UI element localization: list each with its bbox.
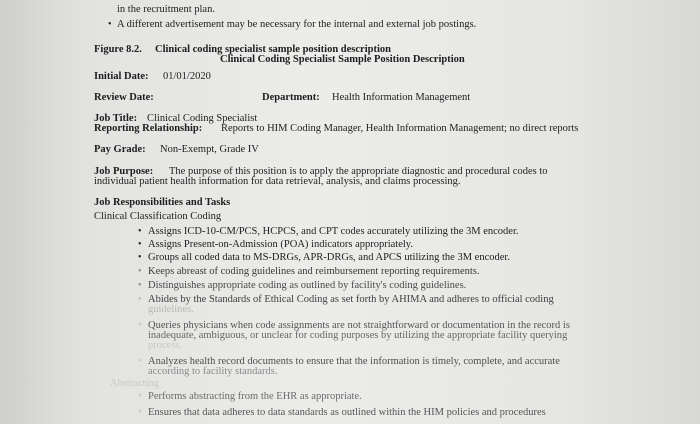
bullet-icon: •: [138, 407, 142, 418]
job-purpose-line1: The purpose of this position is to apply the appropriate diagnostic and procedural codes to: [169, 166, 548, 177]
bullet-icon: •: [138, 252, 142, 263]
bullet-icon: •: [138, 226, 142, 237]
responsibilities-heading: Job Responsibilities and Tasks: [94, 197, 231, 208]
bullet-icon: •: [108, 19, 112, 30]
list-item: Ensures that data adheres to data standards as outlined within the HIM policies and procedures: [148, 407, 546, 418]
list-item: Assigns Present-on-Admission (POA) indicators appropriately.: [148, 239, 413, 250]
job-title-label: Job Title:: [94, 113, 138, 124]
bullet-icon: •: [138, 320, 142, 331]
reporting-value: Reports to HIM Coding Manager, Health Information Management; no direct reports: [221, 123, 579, 134]
responsibilities-subheading: Clinical Classification Coding: [94, 211, 222, 222]
list-item-continued: process.: [148, 340, 183, 351]
intro-bullet-text: A different advertisement may be necessary for the internal and external job postings.: [117, 19, 477, 30]
bullet-icon: •: [138, 391, 142, 402]
initial-date-label: Initial Date:: [94, 71, 149, 82]
bullet-icon: •: [138, 294, 142, 305]
list-item: Groups all coded data to MS-DRGs, APR-DRGs, and APCS utilizing the 3M encoder.: [148, 252, 510, 263]
abstracting-subheading: Abstracting: [110, 378, 159, 389]
list-item: Analyzes health record documents to ensure that the information is timely, complete, and accurate: [148, 356, 560, 367]
list-item: Keeps abreast of coding guidelines and reimbursement reporting requirements.: [148, 266, 480, 277]
pay-grade-value: Non-Exempt, Grade IV: [160, 144, 259, 155]
list-item-continued: according to facility standards.: [148, 366, 278, 377]
list-item: Queries physicians when code assignments are not straightforward or documentation in the record is: [148, 320, 570, 331]
intro-line: in the recruitment plan.: [117, 4, 215, 15]
initial-date-value: 01/01/2020: [163, 71, 211, 82]
bullet-icon: •: [138, 266, 142, 277]
job-purpose-label: Job Purpose:: [94, 166, 154, 177]
figure-label: Figure 8.2.: [94, 44, 142, 55]
reporting-label: Reporting Relationship:: [94, 123, 203, 134]
list-item: Performs abstracting from the EHR as appropriate.: [148, 391, 362, 402]
list-item: Distinguishes appropriate coding as outlined by facility's coding guidelines.: [148, 280, 467, 291]
bullet-icon: •: [138, 356, 142, 367]
bullet-icon: •: [138, 239, 142, 250]
figure-caption: Clinical coding specialist sample position description: [155, 44, 391, 55]
job-title-value: Clinical Coding Specialist: [147, 113, 258, 124]
list-item: Assigns ICD-10-CM/PCS, HCPCS, and CPT codes accurately utilizing the 3M encoder.: [148, 226, 519, 237]
department-label: Department:: [262, 92, 320, 103]
list-item-continued: guidelines.: [148, 304, 194, 315]
review-date-label: Review Date:: [94, 92, 154, 103]
list-item: Abides by the Standards of Ethical Coding as set forth by AHIMA and adheres to official coding: [148, 294, 554, 305]
pay-grade-label: Pay Grade:: [94, 144, 146, 155]
bullet-icon: •: [138, 280, 142, 291]
department-value: Health Information Management: [332, 92, 471, 103]
figure-subtitle: Clinical Coding Specialist Sample Position Description: [220, 54, 465, 65]
job-purpose-line2: individual patient health information for data retrieval, analysis, and claims processing.: [94, 176, 461, 187]
list-item-continued: inadequate, ambiguous, or unclear for coding purposes by utilizing the appropriate facility querying: [148, 330, 568, 341]
